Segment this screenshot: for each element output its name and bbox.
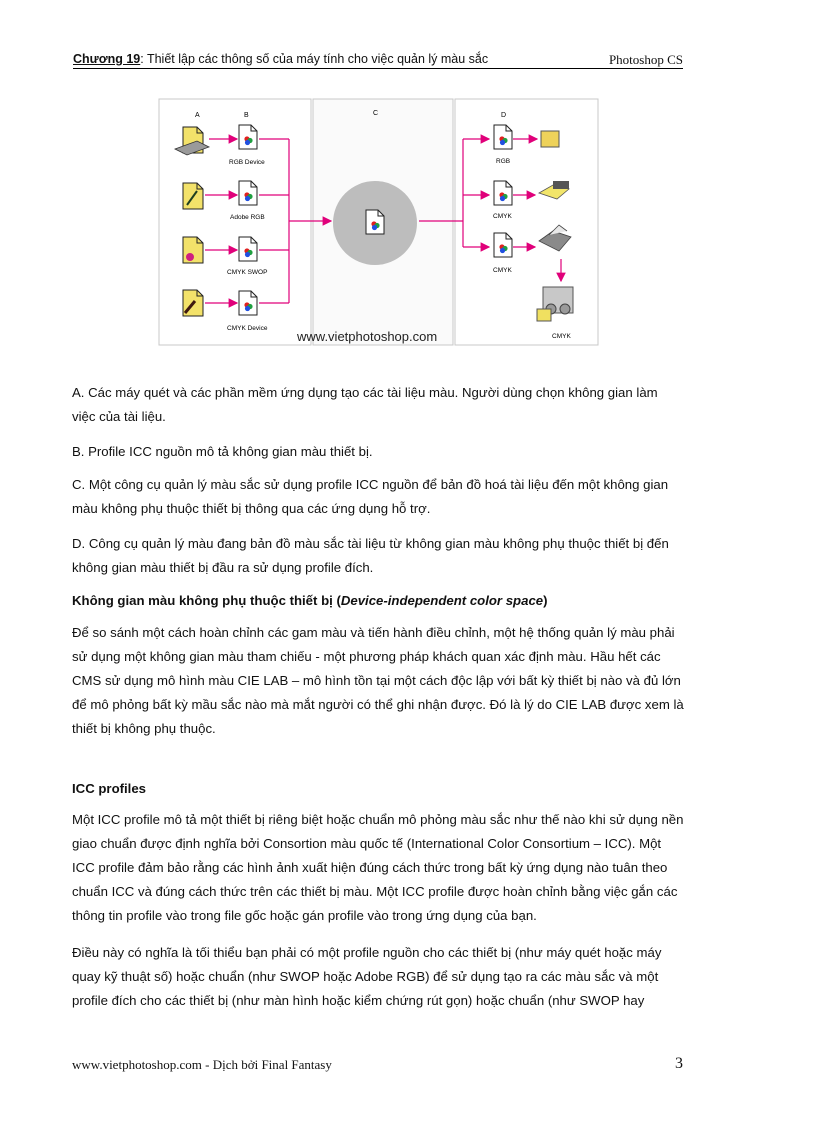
- section-paragraph-device-independent: Để so sánh một cách hoàn chỉnh các gam màu và tiến hành điều chỉnh, một hệ thống quản lý màu phải sử dụng một không gian màu tham chiếu - một phương pháp khách quan xác định màu. Hầu hết các CMS sử dụng mô hình màu CIE LAB – mô hình tồn tại một cách độc lập với bất kỳ thiết bị nào và đủ lớn để mô phỏng bất kỳ mầu sắc nào mà mắt người có thể ghi nhận được. Đó là lý do CIE LAB được xem là thiết bị không phụ thuộc.: [72, 625, 684, 736]
- source-profile-icon: [239, 125, 257, 149]
- caption-a: A. Các máy quét và các phần mềm ứng dụng tạo các tài liệu màu. Người dùng chọn không gian làm việc của tài liệu.: [72, 385, 658, 424]
- source-profile-icon: [239, 291, 257, 315]
- destination-profile-label: CMYK: [493, 267, 512, 274]
- lab-profile-icon: [366, 210, 384, 234]
- section-paragraph-icc-1: Một ICC profile mô tả một thiết bị riêng biệt hoặc chuẩn mô phỏng màu sắc như thế nào khi sử dụng nền giao chuẩn được định nghĩa bởi Consortion màu quốc tế (International Color Consortium – ICC). Một ICC profile đảm bảo rằng các hình ảnh xuất hiện đúng cách thức trong bất kỳ ứng dụng nào tuân theo chuẩn ICC và đúng cách thức trên các thiết bị màu. Một ICC profile được hoàn chỉnh bằng việc gắn các thông tin profile vào trong file gốc hoặc gán profile vào trong ứng dụng của bạn.: [72, 812, 684, 923]
- column-b-label: B: [244, 112, 249, 119]
- chapter-title: : Thiết lập các thông số của máy tính cho việc quản lý màu sắc: [140, 52, 489, 66]
- destination-profile-icon: [494, 181, 512, 205]
- source-profile-icon: [239, 181, 257, 205]
- source-profile-label: Adobe RGB: [230, 214, 265, 221]
- press-label: CMYK: [552, 333, 571, 340]
- column-a-label: A: [195, 112, 200, 119]
- column-d-label: D: [501, 112, 507, 119]
- source-profile-label: CMYK SWOP: [227, 269, 268, 276]
- document-brush-icon: [183, 290, 203, 316]
- page-header: [73, 50, 683, 69]
- footer-site: www.vietphotoshop.com - Dịch bởi Final Fantasy: [72, 1057, 332, 1072]
- destination-profile-label: CMYK: [493, 213, 512, 220]
- source-panel: [159, 99, 311, 345]
- source-profile-label: RGB Device: [229, 159, 265, 166]
- monitor-icon: [541, 131, 559, 147]
- caption-c: C. Một công cụ quản lý màu sắc sử dụng profile ICC nguồn để bản đồ hoá tài liệu đến một không gian màu không phụ thuộc thiết bị thông qua các ứng dụng hỗ trợ.: [72, 477, 669, 516]
- document-pen-icon: [183, 183, 203, 209]
- chapter-heading: [73, 52, 488, 66]
- source-profile-label: CMYK Device: [227, 325, 268, 332]
- section-heading-icc: ICC profiles: [72, 781, 147, 796]
- destination-profile-icon: [494, 125, 512, 149]
- document-flower-icon: [183, 237, 203, 263]
- figure-watermark: www.vietphotoshop.com: [297, 329, 438, 344]
- caption-b: B. Profile ICC nguồn mô tả không gian màu thiết bị.: [72, 444, 373, 459]
- destination-profile-label: RGB: [496, 158, 511, 165]
- caption-d: D. Công cụ quản lý màu đang bản đồ màu sắc tài liệu từ không gian màu không phụ thuộc thiết bị đến không gian màu thiết bị đầu ra sử dụng profile đích.: [72, 536, 669, 575]
- section-paragraph-icc-2: Điều này có nghĩa là tối thiểu bạn phải có một profile nguồn cho các thiết bị (như máy quét hoặc máy quay kỹ thuật số) hoặc chuẩn (như SWOP hoặc Adobe RGB) để sử dụng tạo ra các màu sắc và một profile đích cho các thiết bị (như màn hình hoặc kiểm chứng rút gọn) hoặc chuẩn (như SWOP hay: [72, 945, 662, 1008]
- source-profile-icon: [239, 237, 257, 261]
- color-management-diagram: [157, 97, 600, 347]
- page-number: 3: [675, 1055, 683, 1072]
- column-c-label: C: [373, 110, 379, 117]
- output-panel: [455, 99, 598, 345]
- section-heading-device-independent: Không gian màu không phụ thuộc thiết bị (Device-independent color space): [72, 593, 548, 608]
- chapter-label: Chương 19: [73, 52, 141, 66]
- app-name: Photoshop CS: [608, 52, 683, 67]
- destination-profile-icon: [494, 233, 512, 257]
